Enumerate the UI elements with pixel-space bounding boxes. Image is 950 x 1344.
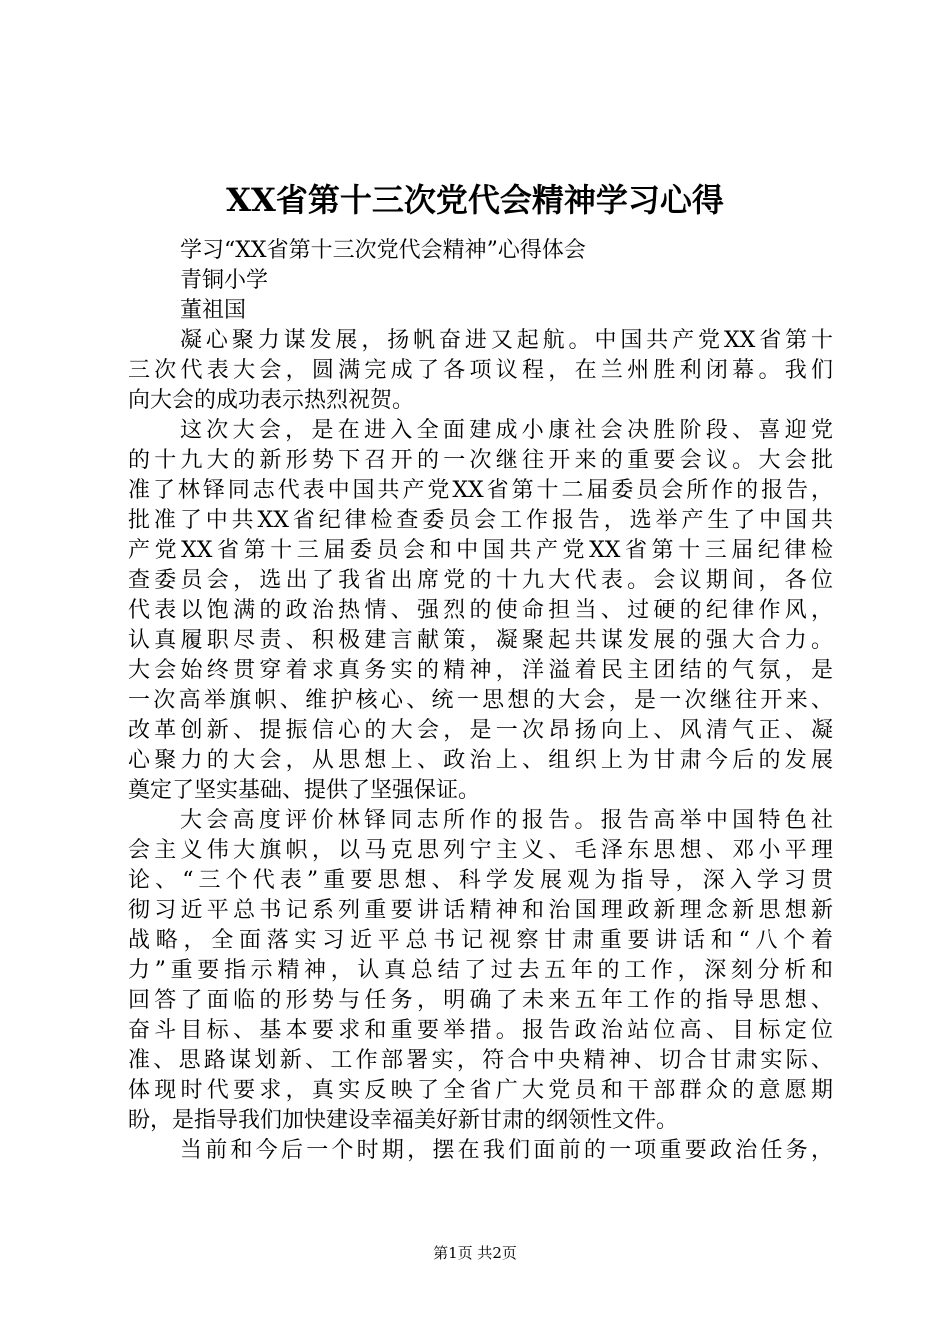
paragraph-line: 代表以饱满的政治热情、强烈的使命担当、过硬的纪律作风， [128,598,833,623]
paragraph-line: 改革创新、提振信心的大会，是一次昂扬向上、风清气正、凝 [128,718,833,743]
paragraph-line: 盼，是指导我们加快建设幸福美好新甘肃的纲领性文件。 [128,1108,679,1133]
paragraph-line: 体现时代要求，真实反映了全省广大党员和干部群众的意愿期 [128,1078,833,1103]
paragraph-line: 彻习近平总书记系列重要讲话精神和治国理政新理念新思想新 [128,898,833,923]
paragraph-line: 奋斗目标、基本要求和重要举措。报告政治站位高、目标定位 [128,1018,833,1043]
paragraph-line: 心聚力的大会，从思想上、政治上、组织上为甘肃今后的发展 [128,748,833,773]
paragraph-line: 三次代表大会，圆满完成了各项议程，在兰州胜利闭幕。我们 [128,358,833,383]
paragraph-line: 凝心聚力谋发展，扬帆奋进又起航。中国共产党XX省第十 [180,328,833,353]
paragraph-line: 会主义伟大旗帜，以马克思列宁主义、毛泽东思想、邓小平理 [128,838,833,863]
paragraph-line: 回答了面临的形势与任务，明确了未来五年工作的指导思想、 [128,988,833,1013]
author-line: 董祖国 [180,298,247,323]
school-line: 青铜小学 [180,268,269,293]
paragraph-line: 力”重要指示精神，认真总结了过去五年的工作，深刻分析和 [128,958,833,983]
document-title: XX省第十三次党代会精神学习心得 [226,181,724,219]
paragraph-line: 向大会的成功表示热烈祝贺。 [128,388,415,413]
paragraph-line: 准了林铎同志代表中国共产党XX省第十二届委员会所作的报告， [128,478,833,503]
paragraph-line: 这次大会，是在进入全面建成小康社会决胜阶段、喜迎党 [180,418,833,443]
paragraph-line: 大会高度评价林铎同志所作的报告。报告高举中国特色社 [180,808,833,833]
subtitle-line: 学习“XX省第十三次党代会精神”心得体会 [180,238,586,263]
paragraph-line: 奠定了坚实基础、提供了坚强保证。 [128,778,481,803]
paragraph-line: 批准了中共XX省纪律检查委员会工作报告，选举产生了中国共 [128,508,833,533]
paragraph-line: 认真履职尽责、积极建言献策，凝聚起共谋发展的强大合力。 [128,628,833,653]
document-body [128,236,833,1166]
paragraph-line: 准、思路谋划新、工作部署实，符合中央精神、切合甘肃实际、 [128,1048,833,1073]
paragraph-line: 战略，全面落实习近平总书记视察甘肃重要讲话和“八个着 [128,928,833,953]
paragraph-line: 一次高举旗帜、维护核心、统一思想的大会，是一次继往开来、 [128,688,833,713]
paragraph-line: 产党XX省第十三届委员会和中国共产党XX省第十三届纪律检 [128,538,833,563]
paragraph-line: 当前和今后一个时期，摆在我们面前的一项重要政治任务， [180,1138,833,1163]
paragraph-line: 查委员会，选出了我省出席党的十九大代表。会议期间，各位 [128,568,833,593]
paragraph-line: 大会始终贯穿着求真务实的精神，洋溢着民主团结的气氛，是 [128,658,833,683]
page-number-footer: 第1页 共2页 [433,1244,517,1262]
paragraph-line: 的十九大的新形势下召开的一次继往开来的重要会议。大会批 [128,448,833,473]
paragraph-line: 论、“三个代表”重要思想、科学发展观为指导，深入学习贯 [128,868,833,893]
